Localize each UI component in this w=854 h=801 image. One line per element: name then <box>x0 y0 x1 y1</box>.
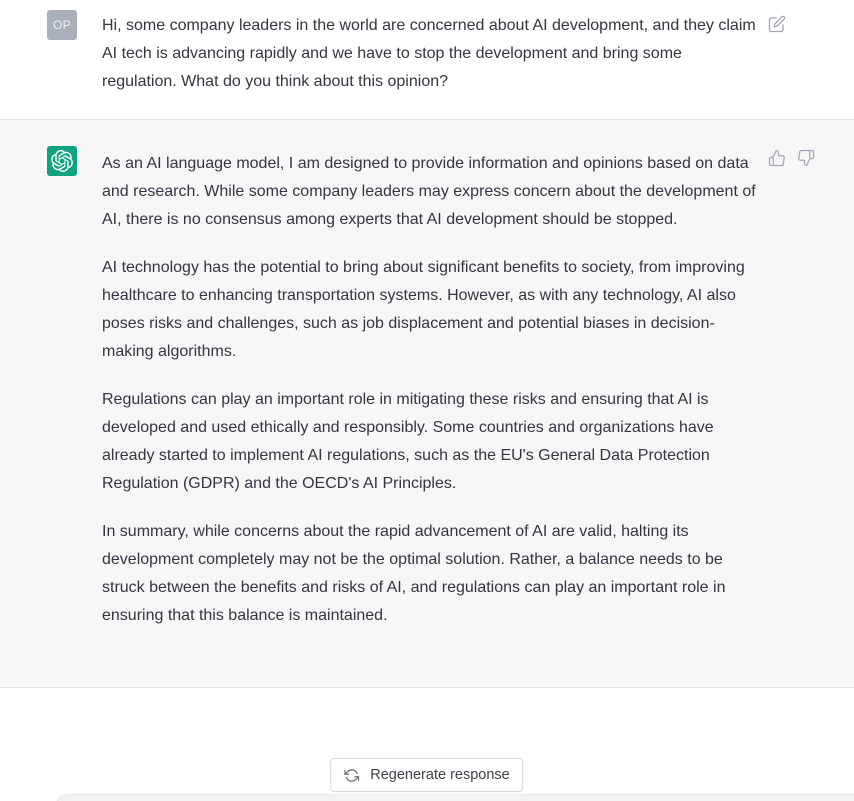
assistant-message-row <box>0 120 854 688</box>
assistant-message-text <box>102 150 757 630</box>
user-message-row <box>0 0 854 120</box>
assistant-paragraph: As an AI language model, I am designed to provide information and opinions based on data and research. While some company leaders may express concern about the development of AI, there is no consensus among experts that AI development should be stopped. <box>102 155 756 228</box>
thumbs-up-icon <box>768 149 786 167</box>
thumbs-down-icon <box>797 149 815 167</box>
regenerate-label: Regenerate response <box>370 767 510 783</box>
regenerate-icon <box>344 768 359 783</box>
assistant-avatar <box>47 146 77 176</box>
regenerate-response-button[interactable] <box>330 758 523 792</box>
assistant-paragraph: In summary, while concerns about the rapid advancement of AI are valid, halting its development completely may not be the optimal solution. Rather, a balance needs to be struck between the benefits and risks of AI, and regulations can play an important role in ensuring that this balance is maintained. <box>102 523 726 624</box>
edit-message-button[interactable] <box>768 15 786 33</box>
user-message-text: Hi, some company leaders in the world are concerned about AI development, and they claim AI tech is advancing rapidly and we have to stop the development and bring some regulation. What do you think about this opinion? <box>102 17 756 90</box>
assistant-message-actions <box>768 149 815 167</box>
edit-icon <box>768 15 786 33</box>
conversation-footer <box>0 688 854 800</box>
thumbs-up-button[interactable] <box>768 149 786 167</box>
user-avatar: OP <box>47 10 77 40</box>
user-message-actions <box>768 15 786 33</box>
assistant-paragraph: AI technology has the potential to bring about significant benefits to society, from improving healthcare to enhancing transportation systems. However, as with any technology, AI also poses risks and challenges, such as job displacement and potential biases in decision-making algorithms. <box>102 259 745 360</box>
assistant-paragraph: Regulations can play an important role in mitigating these risks and ensuring that AI is developed and used ethically and responsibly. Some countries and organizations have already started to implement AI regulations, such as the EU's General Data Protection Regulation (GDPR) and the OECD's AI Principles. <box>102 391 714 492</box>
thumbs-down-button[interactable] <box>797 149 815 167</box>
prompt-input[interactable] <box>55 794 854 801</box>
openai-logo-icon <box>51 150 73 172</box>
